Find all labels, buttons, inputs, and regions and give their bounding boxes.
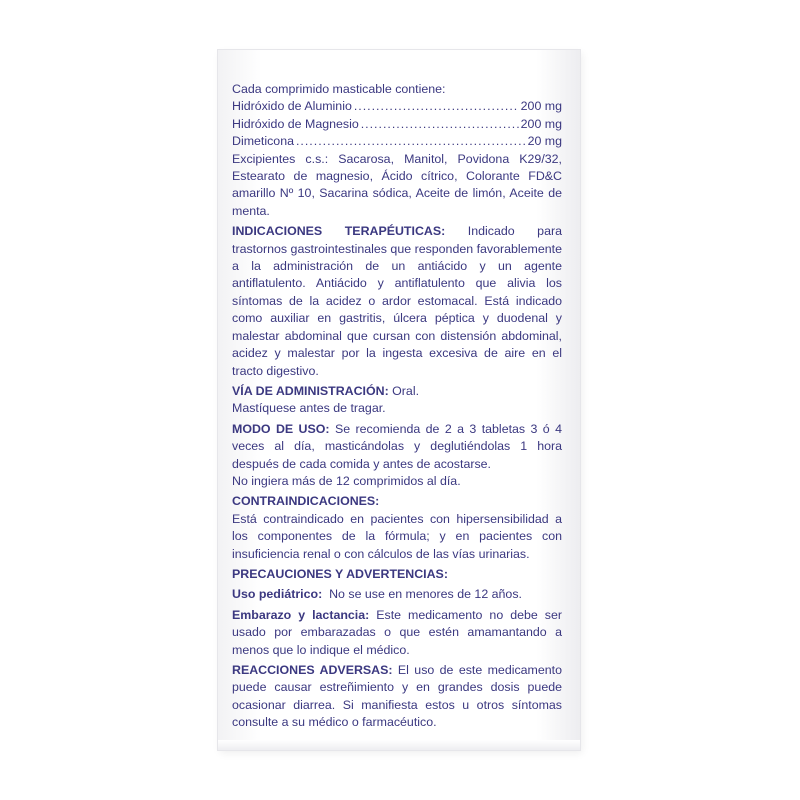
ingredient-row xyxy=(232,98,562,115)
pregnancy-text: Este medicamento no debe ser usado por embarazadas o que estén amamantando a menos que lo indique el médico. xyxy=(232,607,562,657)
pediatric-section xyxy=(232,586,562,603)
contraindications-heading-text: CONTRAINDICACIONES: xyxy=(232,494,380,509)
indications-text: Indicado para trastornos gastrointestinales que responden favorablemente a la administración de un antiácido y un agente antiflatulento. Antiácido y antiflatulento que alivia los síntomas de la acidez o ardor estomacal. Está indicado como auxiliar en gastritis, úlcera péptica y duodenal y malestar abdominal que cursan con distensión abdominal, acidez y malestar por la ingesta excesiva de aire en el tracto digestivo. xyxy=(232,224,562,378)
ingredient-amount: 20 mg xyxy=(527,134,562,149)
ingredient-name: Hidróxido de Aluminio xyxy=(232,99,352,114)
pregnancy-label: Embarazo y lactancia: xyxy=(232,607,370,622)
contraindications-heading xyxy=(232,493,562,510)
pediatric-text: No se use en menores de 12 años. xyxy=(329,587,522,602)
usage-text: Se recomienda de 2 a 3 tabletas 3 ó 4 veces al día, masticándolas y deglutiéndolas 1 hora después de cada comida y antes de acostarse. xyxy=(232,421,562,471)
dot-leader xyxy=(354,98,519,115)
usage-heading: MODO DE USO: xyxy=(232,421,330,436)
administration-heading: VÍA DE ADMINISTRACIÓN: xyxy=(232,383,389,398)
adverse-section xyxy=(232,662,562,732)
ingredient-amount: 200 mg xyxy=(520,99,562,114)
administration-section xyxy=(232,383,562,400)
contraindications-text: Está contraindicado en pacientes con hipersensibilidad a los componentes de la fórmula; y en pacientes con insuficiencia renal o con cálculos de las vías urinarias. xyxy=(232,511,562,561)
ingredient-name: Dimeticona xyxy=(232,134,294,149)
precautions-heading-text: PRECAUCIONES Y ADVERTENCIAS: xyxy=(232,566,448,581)
administration-note: Mastíquese antes de tragar. xyxy=(232,401,386,416)
adverse-text: El uso de este medicamento puede causar estreñimiento y en grandes dosis puede ocasionar diarrea. Si manifiesta estos u otros síntomas consulte a su médico o farmacéutico. xyxy=(232,663,562,730)
ingredient-name: Hidróxido de Magnesio xyxy=(232,116,359,131)
excipients-text: Excipientes c.s.: Sacarosa, Manitol, Povidona K29/32, Estearato de magnesio, Ácido cítrico, Colorante FD&C amarillo Nº 10, Sacarina sódica, Aceite de limón, Aceite de menta. xyxy=(232,151,562,218)
leaflet-text xyxy=(232,81,562,732)
dot-leader xyxy=(361,116,519,133)
pediatric-label: Uso pediátrico: xyxy=(232,587,323,602)
pregnancy-section xyxy=(232,607,562,659)
usage-section xyxy=(232,421,562,473)
precautions-heading xyxy=(232,566,562,583)
composition-intro: Cada comprimido masticable contiene: xyxy=(232,82,446,96)
dot-leader xyxy=(296,133,526,150)
indications-heading: INDICACIONES TERAPÉUTICAS: xyxy=(232,224,446,239)
ingredient-amount: 200 mg xyxy=(520,116,562,131)
indications-section xyxy=(232,223,562,380)
ingredient-row xyxy=(232,116,562,133)
adverse-heading: REACCIONES ADVERSAS: xyxy=(232,663,393,677)
ingredient-row xyxy=(232,133,562,150)
usage-note: No ingiera más de 12 comprimidos al día. xyxy=(232,473,461,488)
administration-text: Oral. xyxy=(392,383,420,398)
